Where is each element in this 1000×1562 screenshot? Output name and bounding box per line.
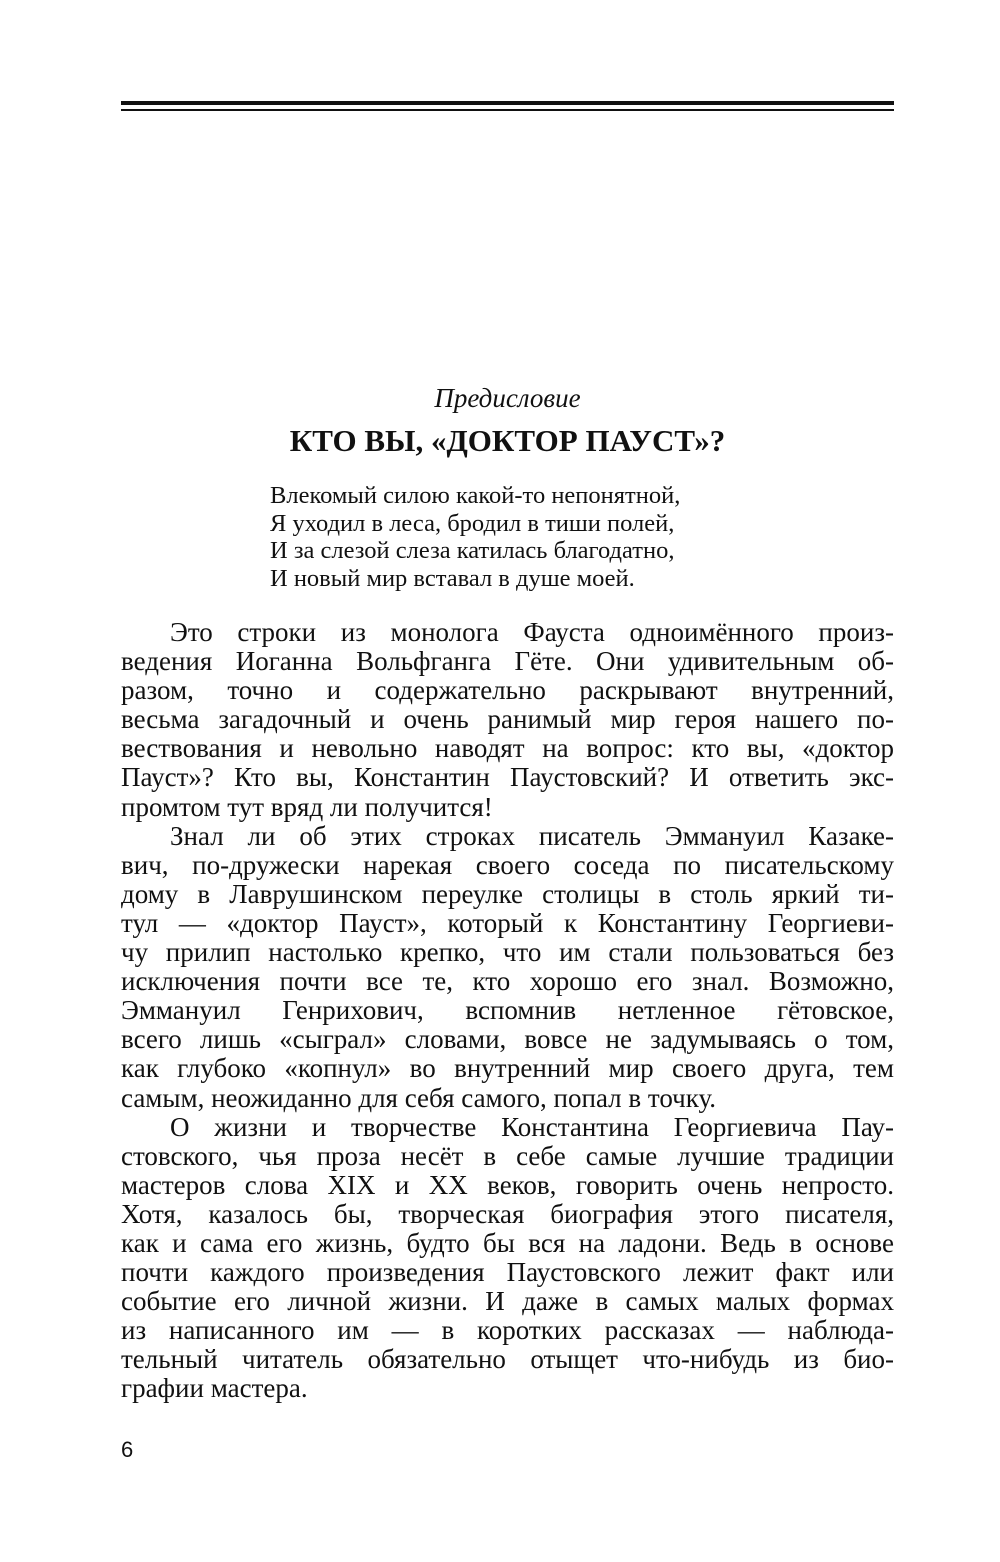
text-line: тул — «доктор Пауст», который к Константину Георгиеви-	[121, 907, 894, 938]
body-text	[121, 618, 894, 1404]
text-line: промтом тут вряд ли получится!	[121, 791, 493, 822]
header-rule-thick	[121, 101, 894, 105]
text-line: Эммануил Генрихович, вспомнив нетленное гётовское,	[121, 995, 894, 1026]
header-rule-thin	[121, 109, 894, 111]
chapter-title: КТО ВЫ, «ДОКТОР ПАУСТ»?	[289, 423, 726, 458]
text-line: Это строки из монолога Фауста одноимённого произ-	[170, 617, 894, 647]
text-line: мастеров слова XIX и XX веков, говорить очень непросто.	[121, 1169, 894, 1200]
paragraph	[121, 618, 894, 822]
text-line: тельный читатель обязательно отыщет что-нибудь из био-	[121, 1344, 894, 1375]
text-line: О жизни и творчестве Константина Георгиевича Пау-	[170, 1111, 894, 1142]
text-line: исключения почти все те, кто хорошо его знал. Возможно,	[121, 966, 894, 997]
text-line: как и сама его жизнь, будто бы вся на ладони. Ведь в основе	[121, 1227, 894, 1258]
text-line: Знал ли об этих строках писатель Эммануил Казаке-	[170, 820, 894, 851]
text-line: вич, по-дружески нарекая своего соседа по писательскому	[121, 849, 894, 880]
epigraph-line: И за слезой слеза катилась благодатно,	[270, 537, 675, 564]
text-line: Хотя, казалось бы, творческая биография этого писателя,	[121, 1198, 894, 1229]
paragraph	[121, 1113, 894, 1404]
text-line: дому в Лаврушинском переулке столицы в столь яркий ти-	[121, 878, 894, 909]
section-label: Предисловие	[434, 383, 581, 413]
text-line: разом, точно и содержательно раскрывают внутренний,	[121, 675, 894, 706]
text-line: из написанного им — в коротких рассказах — наблюда-	[121, 1315, 894, 1346]
epigraph	[270, 482, 680, 592]
epigraph-line: Я уходил в леса, бродил в тиши полей,	[270, 509, 675, 537]
text-line: Пауст»? Кто вы, Константин Паустовский? И ответить экс-	[121, 762, 894, 793]
text-line: весьма загадочный и очень ранимый мир героя нашего по-	[121, 704, 894, 735]
text-line: всего лишь «сыграл» словами, вовсе не задумываясь о том,	[121, 1024, 894, 1055]
text-line: графии мастера.	[121, 1373, 308, 1404]
paragraph	[121, 822, 894, 1113]
text-line: самым, неожиданно для себя самого, попал в точку.	[121, 1082, 716, 1113]
text-line: ведения Иоганна Вольфганга Гёте. Они удивительным об-	[121, 646, 894, 677]
text-line: почти каждого произведения Паустовского лежит факт или	[121, 1257, 894, 1288]
text-line: стовского, чья проза несёт в себе самые лучшие традиции	[121, 1140, 894, 1171]
text-line: событие его личной жизни. И даже в самых малых формах	[121, 1286, 894, 1317]
text-line: как глубоко «копнул» во внутренний мир своего друга, тем	[121, 1053, 894, 1084]
epigraph-line: Влекомый силою какой-то непонятной,	[270, 482, 681, 509]
page-number: 6	[121, 1437, 134, 1462]
text-line: чу прилип настолько крепко, что им стали пользоваться без	[121, 937, 894, 968]
epigraph-line: И новый мир вставал в душе моей.	[270, 564, 635, 592]
text-line: вествования и невольно наводят на вопрос: кто вы, «доктор	[121, 733, 894, 764]
